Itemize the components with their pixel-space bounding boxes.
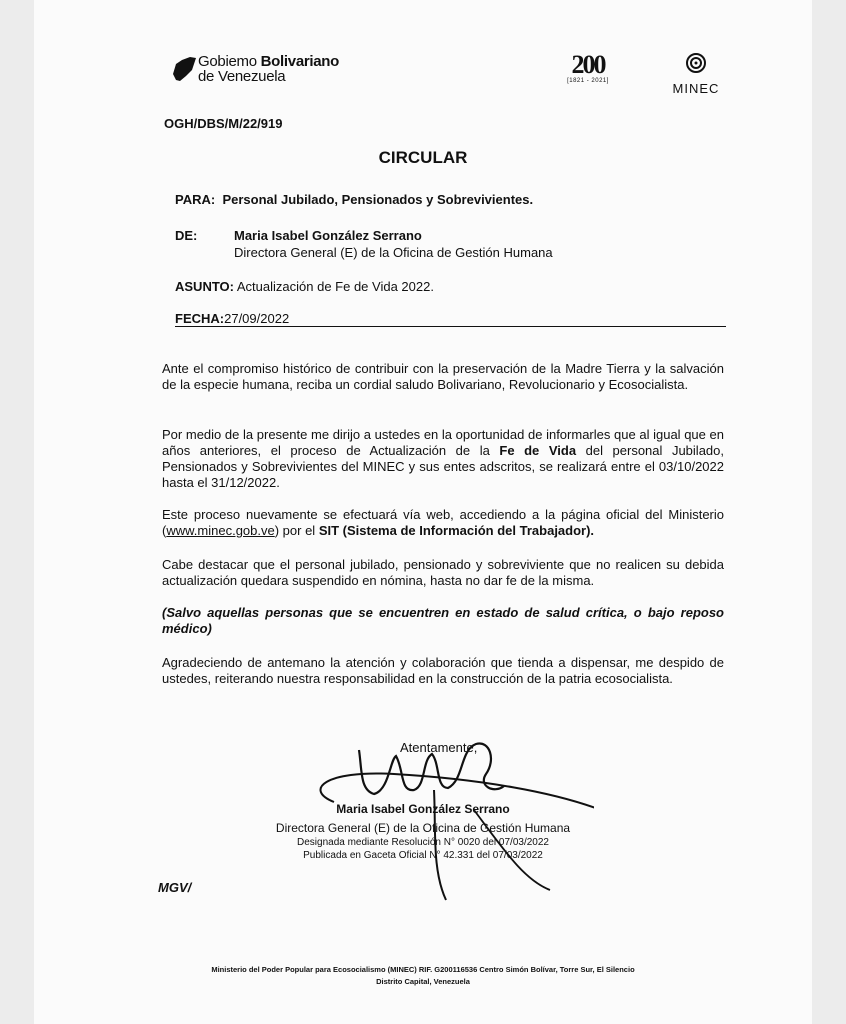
p2-text-a: Por medio de la presente me dirijo a ustedes en la oportunidad de informarles que al igual que en años anteriores, el proceso de Actualización de la bbox=[162, 427, 724, 458]
asunto-field bbox=[175, 279, 434, 294]
para-field bbox=[175, 192, 533, 207]
body-paragraph-2 bbox=[162, 427, 724, 491]
government-logo-text bbox=[198, 54, 339, 84]
bicentenario-logo bbox=[561, 52, 615, 84]
body-paragraph-6: Agradeciendo de antemano la atención y colaboración que tienda a dispensar, me despido de ustedes, reiterando nuestra responsabilidad en la construcción de la patria ecosocialista. bbox=[162, 655, 724, 686]
body-paragraph-4: Cabe destacar que el personal jubilado, pensionado y sobreviviente que no realicen su debida actualización quedara suspendido en nómina, hasta no dar fe de la misma. bbox=[162, 557, 724, 588]
body-paragraph-5: (Salvo aquellas personas que se encuentren en estado de salud crítica, o bajo reposo médico) bbox=[162, 605, 724, 636]
venezuela-map-logo-icon bbox=[170, 54, 198, 84]
body-paragraph-1: Ante el compromiso histórico de contribuir con la preservación de la Madre Tierra y la salvación de la especie humana, reciba un cordial saludo Bolivariano, Revolucionario y Ecosocialista. bbox=[162, 361, 724, 392]
fecha-field bbox=[175, 311, 289, 326]
bicentenario-years: [1821 - 2021] bbox=[567, 78, 609, 84]
document-title: CIRCULAR bbox=[378, 148, 468, 167]
ministry-website-link[interactable]: www.minec.gob.ve bbox=[166, 523, 275, 538]
signer-role: Directora General (E) de la Oficina de Gestión Humana bbox=[275, 821, 571, 835]
body-paragraph-3 bbox=[162, 507, 724, 539]
de-name: Maria Isabel González Serrano bbox=[234, 228, 422, 243]
reference-number: OGH/DBS/M/22/919 bbox=[164, 116, 283, 131]
handwritten-signature-icon bbox=[264, 730, 594, 910]
para-label: PARA: bbox=[175, 192, 216, 207]
footer-line-2: Distrito Capital, Venezuela bbox=[376, 977, 470, 986]
spiral-icon bbox=[685, 52, 707, 74]
asunto-label: ASUNTO: bbox=[175, 279, 234, 294]
minec-acronym: MINEC bbox=[672, 81, 720, 96]
p3-text-a: Este proceso nuevamente se efectuará vía web, accediendo a la página oficial del Ministerio ( bbox=[162, 507, 724, 538]
minec-logo bbox=[666, 52, 726, 96]
gov-line1-bold: Bolivariano bbox=[260, 53, 340, 70]
page-footer bbox=[34, 964, 812, 988]
typist-initials: MGV/ bbox=[158, 880, 192, 895]
signer-gazette: Publicada en Gaceta Oficial N° 42.331 del 07/03/2022 bbox=[303, 850, 543, 861]
bicentenario-number: 200 bbox=[571, 50, 605, 79]
signer-resolution: Designada mediante Resolución N° 0020 del 07/03/2022 bbox=[297, 837, 549, 848]
signer-name: Maria Isabel González Serrano bbox=[336, 802, 510, 816]
document-page bbox=[34, 0, 812, 1024]
p3-text-b: ) por el bbox=[274, 523, 319, 538]
fecha-value: 27/09/2022 bbox=[224, 311, 290, 326]
fecha-label: FECHA: bbox=[175, 311, 225, 326]
p3-bold: SIT (Sistema de Información del Trabajador). bbox=[318, 523, 595, 538]
asunto-value: Actualización de Fe de Vida 2022. bbox=[236, 279, 434, 294]
p2-bold: Fe de Vida bbox=[499, 443, 577, 458]
footer-line-1: Ministerio del Poder Popular para Ecosocialismo (MINEC) RIF. G200116536 Centro Simón Bolívar, Torre Sur, El Silencio bbox=[211, 965, 635, 974]
gov-line2: de Venezuela bbox=[198, 68, 286, 85]
header-divider bbox=[175, 326, 726, 327]
de-role: Directora General (E) de la Oficina de Gestión Humana bbox=[234, 245, 553, 260]
p2-text-b: del personal Jubilado, Pensionados y Sobrevivientes del MINEC y sus entes adscritos, se realizará entre el 03/10/2022 hasta el 31/12/2022. bbox=[162, 443, 724, 490]
de-label: DE: bbox=[175, 228, 198, 243]
closing-text: Atentamente, bbox=[400, 740, 478, 755]
para-value: Personal Jubilado, Pensionados y Sobrevivientes. bbox=[222, 192, 534, 207]
gov-line1-regular: Gobiemo bbox=[198, 53, 261, 70]
